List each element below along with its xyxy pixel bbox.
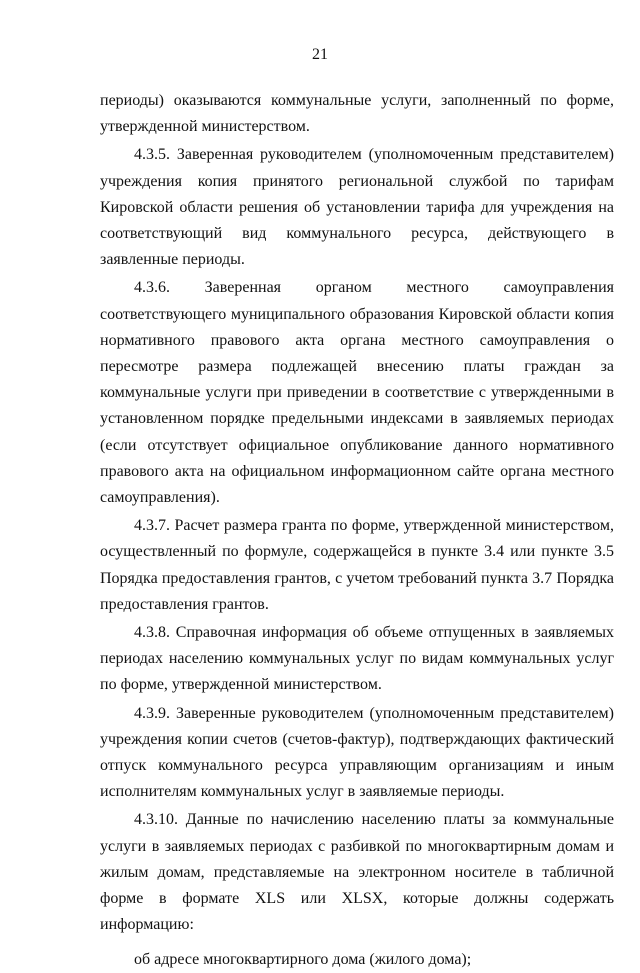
paragraph-4-3-9: 4.3.9. Заверенные руководителем (уполномоченным представителем) учреждения копии счетов (счетов-фактур), подтверждающих фактический отпуск коммунального ресурса управляющим организациям и иным исполнителям коммунальных услуг в заявляемые периоды. (100, 704, 614, 801)
paragraph-4-3-5: 4.3.5. Заверенная руководителем (уполномоченным представителем) учреждения копия принятого региональной службой по тарифам Кировской области решения об установлении тарифа для учреждения на соответствующий вид коммунального ресурса, действующего в заявленные периоды. (100, 146, 614, 269)
paragraph-continuation: периоды) оказываются коммунальные услуги, заполненный по форме, утвержденной министерством. (100, 92, 614, 136)
list-item-address: об адресе многоквартирного дома (жилого дома); (134, 950, 472, 968)
paragraph-4-3-10: 4.3.10. Данные по начислению населению платы за коммунальные услуги в заявляемых периодах с разбивкой по многоквартирным домам и жилым домам, представляемые на электронном носителе в табличной форме в формате XLS или XLSX, которые должны содержать информацию: (100, 811, 614, 934)
page-number: 21 (312, 46, 328, 63)
paragraph-4-3-8: 4.3.8. Справочная информация об объеме отпущенных в заявляемых периодах населению коммунальных услуг по видам коммунальных услуг по форме, утвержденной министерством. (100, 624, 614, 694)
document-body (100, 88, 614, 973)
paragraph-4-3-7: 4.3.7. Расчет размера гранта по форме, утвержденной министерством, осуществленный по формуле, содержащейся в пункте 3.4 или пункте 3.5 Порядка предоставления грантов, с учетом требований пункта 3.7 Порядка предоставления грантов. (100, 517, 614, 613)
paragraph-4-3-6: 4.3.6. Заверенная органом местного самоуправления соответствующего муниципального образования Кировской области копия нормативного правового акта органа местного самоуправления о пересмотре размера подлежащей внесению платы граждан за коммунальные услуги при приведении в соответствие с утвержденными в установленном порядке предельными индексами в заявляемых периодах (если отсутствует официальное опубликование данного нормативного правового акта на официальном информационном сайте органа местного самоуправления). (100, 279, 614, 507)
